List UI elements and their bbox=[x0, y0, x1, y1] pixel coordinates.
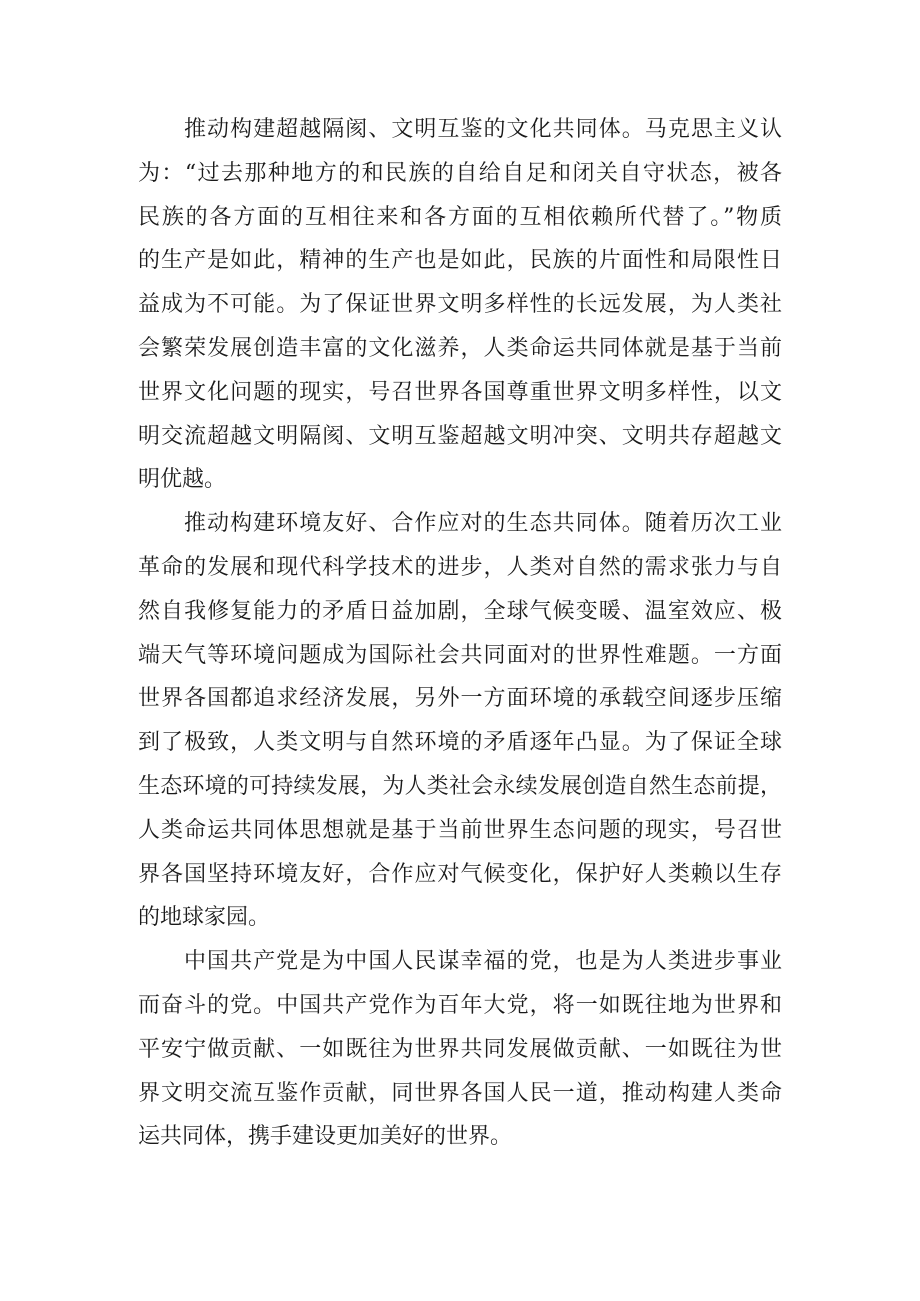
text-line: 然自我修复能力的矛盾日益加剧，全球气候变暖、温室效应、极 bbox=[138, 598, 782, 624]
text-line: 会繁荣发展创造丰富的文化滋养，人类命运共同体就是基于当前 bbox=[138, 335, 782, 361]
text-line: 革命的发展和现代科学技术的进步，人类对自然的需求张力与自 bbox=[138, 554, 782, 580]
text-line: 人类命运共同体思想就是基于当前世界生态问题的现实，号召世 bbox=[138, 817, 782, 843]
text-line: 平安宁做贡献、一如既往为世界共同发展做贡献、一如既往为世 bbox=[138, 1036, 782, 1062]
text-line: 的生产是如此，精神的生产也是如此，民族的片面性和局限性日 bbox=[138, 248, 782, 274]
text-line: 明优越。 bbox=[138, 467, 227, 493]
paragraph-cpc-contribution bbox=[138, 940, 782, 1159]
text-line: 生态环境的可持续发展，为人类社会永续发展创造自然生态前提， bbox=[138, 773, 782, 799]
text-line: 到了极致，人类文明与自然环境的矛盾逐年凸显。为了保证全球 bbox=[138, 730, 782, 756]
text-line: 明交流超越文明隔阂、文明互鉴超越文明冲突、文明共存超越文 bbox=[138, 423, 782, 449]
text-line: 界文明交流互鉴作贡献，同世界各国人民一道，推动构建人类命 bbox=[138, 1080, 782, 1106]
text-line: 端天气等环境问题成为国际社会共同面对的世界性难题。一方面 bbox=[138, 642, 782, 668]
text-line: 世界各国都追求经济发展，另外一方面环境的承载空间逐步压缩 bbox=[138, 686, 782, 712]
text-line: 界各国坚持环境友好，合作应对气候变化，保护好人类赖以生存 bbox=[138, 861, 782, 887]
paragraph-ecological-community bbox=[138, 502, 782, 940]
text-line: 民族的各方面的互相往来和各方面的互相依赖所代替了。”物质 bbox=[138, 204, 782, 230]
text-line: 而奋斗的党。中国共产党作为百年大党，将一如既往地为世界和 bbox=[138, 992, 782, 1018]
text-line: 世界文化问题的现实，号召世界各国尊重世界文明多样性，以文 bbox=[138, 379, 782, 405]
text-line: 益成为不可能。为了保证世界文明多样性的长远发展，为人类社 bbox=[138, 292, 782, 318]
text-line: 推动构建环境友好、合作应对的生态共同体。随着历次工业 bbox=[184, 511, 782, 537]
paragraph-cultural-community bbox=[138, 108, 782, 502]
text-line: 推动构建超越隔阂、文明互鉴的文化共同体。马克思主义认 bbox=[184, 117, 782, 142]
text-line: 为：“过去那种地方的和民族的自给自足和闭关自守状态，被各 bbox=[138, 160, 782, 186]
text-line: 运共同体，携手建设更加美好的世界。 bbox=[138, 1124, 513, 1150]
text-line: 中国共产党是为中国人民谋幸福的党，也是为人类进步事业 bbox=[184, 949, 782, 975]
text-line: 的地球家园。 bbox=[138, 905, 271, 931]
document-body bbox=[138, 108, 782, 1159]
